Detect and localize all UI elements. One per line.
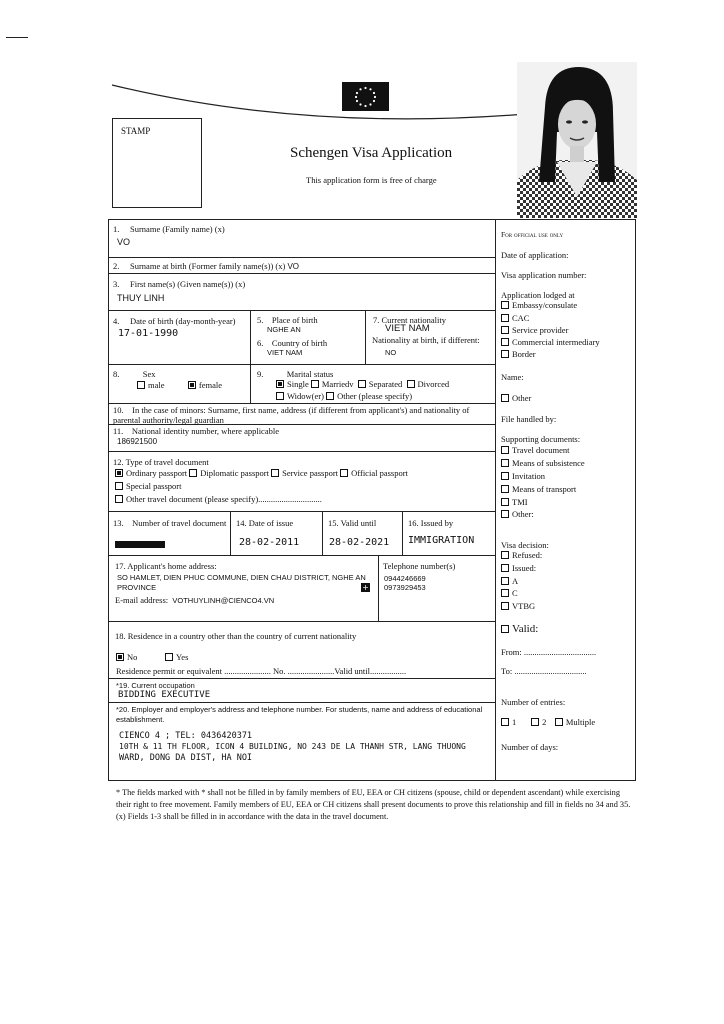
rule [108,257,496,258]
cob-value[interactable]: VIET NAM [267,348,303,357]
official-other-checkbox[interactable] [501,394,509,402]
rule [250,310,251,364]
margin-mark [6,37,28,38]
form-title: Schengen Visa Application [290,145,453,161]
surname-value[interactable]: VO [117,237,131,247]
entries-multiple-checkbox[interactable] [555,718,563,726]
marital-other-checkbox[interactable] [326,392,334,400]
entries-1-checkbox[interactable] [501,718,509,726]
other-doc-checkbox[interactable] [115,495,123,503]
field-14-label: 14. Date of issue [236,518,294,528]
supporting-invitation: Invitation [501,471,545,481]
supporting-transport: Means of transport [501,484,576,494]
field-11-label: 11. National identity number, where applicable [113,426,279,436]
field-16-label: 16. Issued by [408,518,454,528]
decision-vtbg-checkbox[interactable] [501,602,509,610]
visa-decision-label: Visa decision: [501,540,549,550]
residence-options: No Yes [116,652,188,662]
sex-options [137,380,222,390]
visa-application-number: Visa application number: [501,270,587,280]
field-19-label: *19. Current occupation [116,681,195,690]
eu-flag-icon [342,82,389,111]
field-5-label: 5. Place of birth [257,315,318,325]
decision-c-checkbox[interactable] [501,589,509,597]
field-18-label: 18. Residence in a country other than the country of current nationality [115,631,357,641]
valid-from: From: .................................. [501,647,597,657]
national-id-value[interactable]: 186921500 [117,437,158,446]
rule [250,364,251,403]
field-15-label: 15. Valid until [328,518,377,528]
lodged-embassy: Embassy/consulate [501,300,577,310]
surname-birth-value[interactable]: VO [287,262,299,271]
pob-value[interactable]: NGHE AN [267,325,301,334]
email-row: E-mail address: VOTHUYLINH@CIENCO4.VN [115,595,275,605]
service-passport-checkbox[interactable] [271,469,279,477]
lodged-border-checkbox[interactable] [501,350,509,358]
valid-checkbox[interactable] [501,625,509,633]
official-heading: For official use only [501,230,564,239]
rule [108,678,496,679]
phone-label: Telephone number(s) [383,561,456,571]
field-8-label: 8. Sex [113,369,156,379]
doc-type-row1: Ordinary passport Diplomatic passport Service passport Official passport [115,468,408,478]
decision-issued: Issued: [501,563,536,573]
single-checkbox[interactable] [276,380,284,388]
female-checkbox[interactable] [188,381,196,389]
official-other: Other [501,393,531,403]
diplomatic-passport-checkbox[interactable] [189,469,197,477]
widow-checkbox[interactable] [276,392,284,400]
supporting-invitation-checkbox[interactable] [501,472,509,480]
supporting-label: Supporting documents: [501,434,581,444]
rule [108,511,496,512]
decision-refused: Refused: [501,550,542,560]
field-20-label: *20. Employer and employer's address and telephone number. For students, name and address of educational establishment. [116,705,483,724]
valid-until-value[interactable]: 28-02-2021 [329,537,390,548]
employer-line-3[interactable]: WARD, DONG DA DIST, HA NOI [119,753,253,763]
occupation-value[interactable]: BIDDING EXECUTIVE [118,690,211,700]
lodged-commercial-checkbox[interactable] [501,338,509,346]
nat-birth-label: Nationality at birth, if different: [372,335,480,345]
divorced-checkbox[interactable] [407,380,415,388]
rule [108,364,496,365]
supporting-other-checkbox[interactable] [501,510,509,518]
decision-issued-checkbox[interactable] [501,564,509,572]
email-value[interactable]: VOTHUYLINH@CIENCO4.VN [172,596,275,605]
lodged-embassy-checkbox[interactable] [501,301,509,309]
lodged-cac: CAC [501,313,529,323]
issue-date-value[interactable]: 28-02-2011 [239,537,300,548]
rule [402,511,403,555]
supporting-subsistence: Means of subsistence [501,458,585,468]
nationality-value[interactable]: VIET NAM [385,323,430,334]
decision-refused-checkbox[interactable] [501,551,509,559]
field-17-label: 17. Applicant's home address: [115,561,217,571]
valid-to: To: .................................. [501,666,587,676]
doc-type-row2: Special passport [115,481,181,491]
form-subtitle: This application form is free of charge [306,175,437,185]
footnote: * The fields marked with * shall not be filled in by family members of EU, EEA or CH citizens (spouse, child or dependent ascendant) while exercising their right to free movement. Family members of EU, EEA or CH citizens shall present documents to prove this relationship and fill in fields no 34 and 35. (x) Fields 1-3 shall be filled in in accordance with the data in the travel document. [116,788,631,821]
supporting-travel: Travel document [501,445,570,455]
official-passport-checkbox[interactable] [340,469,348,477]
field-3-label: 3. First name(s) (Given name(s)) (x) [113,279,246,289]
supporting-tmi-checkbox[interactable] [501,498,509,506]
female-label: female [198,380,223,390]
marital-options-row2: Widow(er) Other (please specify) [276,391,412,401]
nat-birth-value[interactable]: NO [385,348,397,357]
field-2-label: 2. Surname at birth (Former family name(s)) (x) VO [113,261,299,271]
employer-line-1[interactable]: CIENCO 4 ; TEL: 0436420371 [119,731,253,741]
phone-2[interactable]: 0973929453 [384,583,426,592]
valid-row: Valid: [501,623,538,635]
number-of-days: Number of days: [501,742,559,752]
entries-options: 1 2 Multiple [501,717,595,727]
supporting-transport-checkbox[interactable] [501,485,509,493]
lodged-commercial: Commercial intermediary [501,337,600,347]
decision-vtbg: VTBG [501,601,535,611]
dob-value[interactable]: 17-01-1990 [118,328,179,339]
rule [108,702,496,703]
doc-number-redacted [115,541,165,548]
supporting-tmi: TMI [501,497,528,507]
official-divider [495,219,496,780]
field-7-label: 7. Current nationality [373,315,446,325]
rule [108,310,496,311]
rule [108,621,496,622]
decision-a: A [501,576,518,586]
official-name: Name: [501,372,524,382]
ordinary-passport-checkbox[interactable] [115,469,123,477]
male-checkbox[interactable] [137,381,145,389]
male-label: male [148,380,165,390]
rule [108,451,496,452]
rule [108,273,496,274]
residence-yes-checkbox[interactable] [165,653,173,661]
field-12-label: 12. Type of travel document [113,457,209,467]
decision-a-checkbox[interactable] [501,577,509,585]
lodged-service-checkbox[interactable] [501,326,509,334]
date-of-application: Date of application: [501,250,569,260]
entries-2-checkbox[interactable] [531,718,539,726]
rule [378,555,379,621]
rule [108,403,496,404]
married-checkbox[interactable] [311,380,319,388]
field-10-label: 10. In the case of minors: Surname, first name, address (if different from applicant's) and nationality of parental authority/legal guardian [113,405,470,425]
special-passport-checkbox[interactable] [115,482,123,490]
supporting-subsistence-checkbox[interactable] [501,459,509,467]
stamp-box [112,118,202,208]
decision-c: C [501,588,518,598]
doc-type-row3: Other travel document (please specify).............................. [115,494,322,504]
applicant-photo [517,62,637,218]
residence-no-checkbox[interactable] [116,653,124,661]
file-handled-by: File handled by: [501,414,557,424]
residence-permit-line: Residence permit or equivalent ...................... No. ......................Valid until................. [116,666,407,676]
phone-1[interactable]: 0944246669 [384,574,426,583]
field-4-label: 4. Date of birth (day-month-year) [113,316,236,326]
employer-line-2[interactable]: 10TH & 11 TH FLOOR, ICON 4 BUILDING, NO 243 DE LA THANH STR, LANG THUONG [119,742,466,751]
lodged-service: Service provider [501,325,568,335]
first-name-value[interactable]: THUY LINH [117,293,165,303]
lodged-border: Border [501,349,536,359]
entries-label: Number of entries: [501,697,566,707]
lodged-at-label: Application lodged at [501,290,575,300]
lodged-cac-checkbox[interactable] [501,314,509,322]
plus-icon: + [362,583,369,592]
field-9-label: 9. Marital status [257,369,334,379]
rule [322,511,323,555]
supporting-travel-checkbox[interactable] [501,446,509,454]
supporting-other: Other: [501,509,534,519]
field-6-label: 6. Country of birth [257,338,328,348]
home-address-value[interactable]: SO HAMLET, DIEN PHUC COMMUNE, DIEN CHAU DISTRICT, NGHE AN PROVINCE [117,573,366,592]
rule [365,310,366,364]
rule [108,555,496,556]
marital-options-row1: Single Marriedv Separated Divorced [276,379,449,389]
stamp-label: STAMP [121,126,151,136]
rule [230,511,231,555]
separated-checkbox[interactable] [358,380,366,388]
field-1-label: 1. Surname (Family name) (x) [113,224,225,234]
field-13-label: 13. Number of travel document [113,518,227,528]
issued-by-value[interactable]: IMMIGRATION [408,535,475,546]
